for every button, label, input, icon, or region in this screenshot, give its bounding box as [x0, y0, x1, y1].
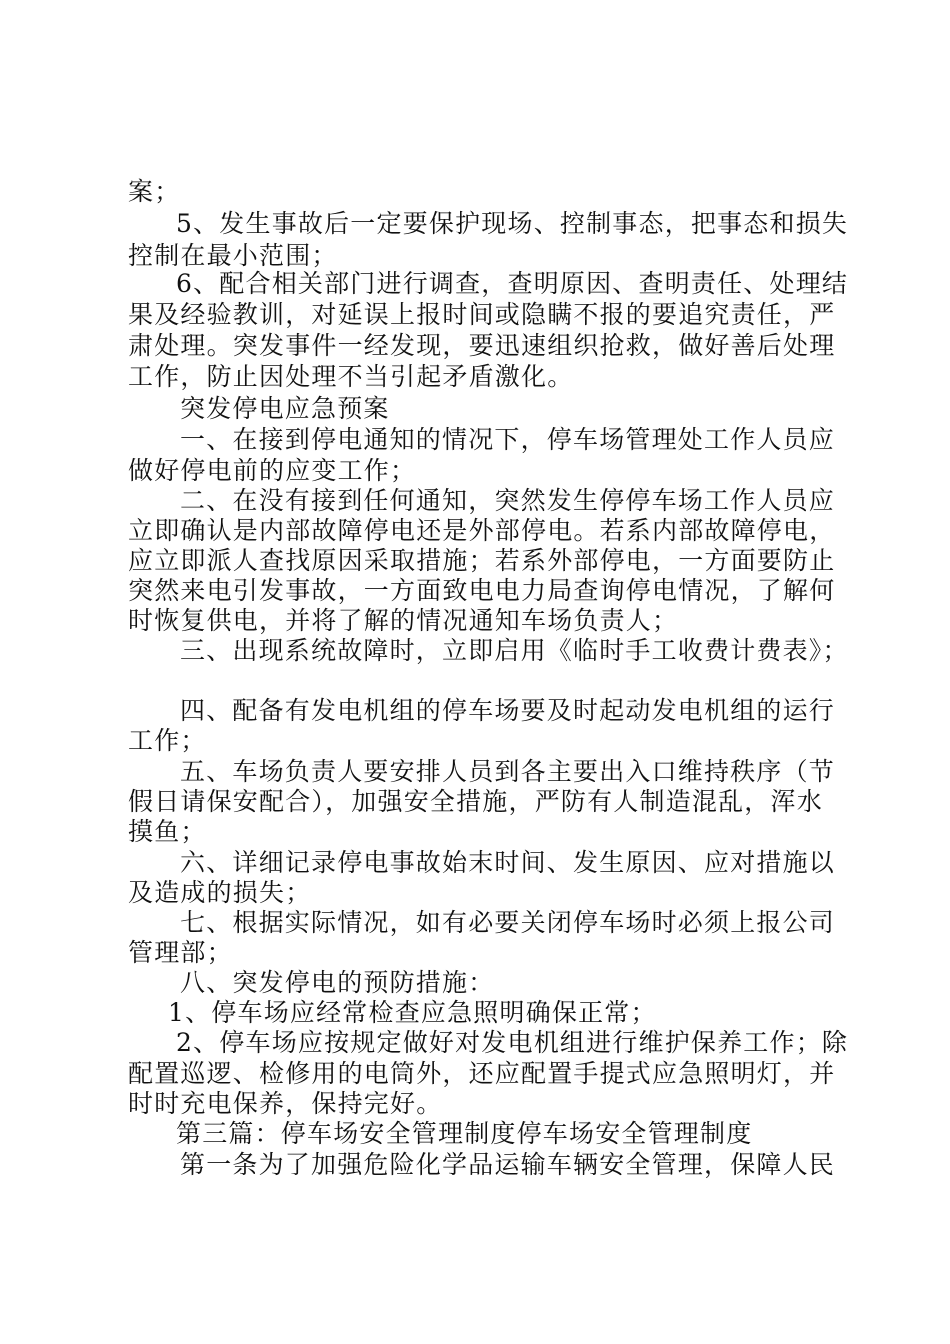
text-line: 1、停车场应经常检查应急照明确保正常；: [168, 998, 657, 1027]
text-line: 肃处理。突发事件一经发现，要迅速组织抢救，做好善后处理: [128, 331, 836, 360]
text-line: 第一条为了加强危险化学品运输车辆安全管理，保障人民: [180, 1150, 836, 1179]
text-line: 七、根据实际情况，如有必要关闭停车场时必须上报公司: [180, 908, 836, 937]
text-line: 时恢复供电，并将了解的情况通知车场负责人；: [128, 606, 679, 635]
text-line: 摸鱼；: [128, 817, 207, 846]
text-line: 果及经验教训，对延误上报时间或隐瞒不报的要追究责任，严: [128, 300, 836, 329]
text-line: 及造成的损失；: [128, 878, 312, 907]
section-heading: 突发停电应急预案: [180, 394, 390, 423]
text-line: 八、突发停电的预防措施：: [180, 968, 495, 997]
text-line: 5、发生事故后一定要保护现场、控制事态，把事态和损失: [176, 209, 849, 238]
text-line: 突然来电引发事故，一方面致电电力局查询停电情况，了解何: [128, 576, 836, 605]
text-line: 五、车场负责人要安排人员到各主要出入口维持秩序（节: [180, 757, 836, 786]
text-line: 应立即派人查找原因采取措施；若系外部停电，一方面要防止: [128, 546, 836, 575]
text-line: 工作；: [128, 726, 207, 755]
text-line: 三、出现系统故障时，立即启用《临时手工收费计费表》；: [180, 636, 849, 665]
text-line: 四、配备有发电机组的停车场要及时起动发电机组的运行: [180, 696, 836, 725]
text-line: 假日请保安配合），加强安全措施，严防有人制造混乱，浑水: [128, 787, 823, 816]
text-line: 立即确认是内部故障停电还是外部停电。若系内部故障停电，: [128, 516, 836, 545]
text-line: 六、详细记录停电事故始末时间、发生原因、应对措施以: [180, 848, 836, 877]
text-line: 做好停电前的应变工作；: [128, 456, 417, 485]
text-line: 案；: [128, 177, 181, 206]
text-line: 管理部；: [128, 938, 233, 967]
text-line: 控制在最小范围；: [128, 241, 338, 270]
text-line: 时时充电保养，保持完好。: [128, 1089, 443, 1118]
text-line: 2、停车场应按规定做好对发电机组进行维护保养工作；除: [176, 1028, 849, 1057]
text-line: 一、在接到停电通知的情况下，停车场管理处工作人员应: [180, 425, 836, 454]
text-line: 工作，防止因处理不当引起矛盾激化。: [128, 362, 574, 391]
text-line: 配置巡逻、检修用的电筒外，还应配置手提式应急照明灯，并: [128, 1059, 836, 1088]
section-heading: 第三篇：停车场安全管理制度停车场安全管理制度: [176, 1119, 753, 1148]
text-line: 二、在没有接到任何通知，突然发生停停车场工作人员应: [180, 486, 836, 515]
text-line: 6、配合相关部门进行调查，查明原因、查明责任、处理结: [176, 269, 849, 298]
